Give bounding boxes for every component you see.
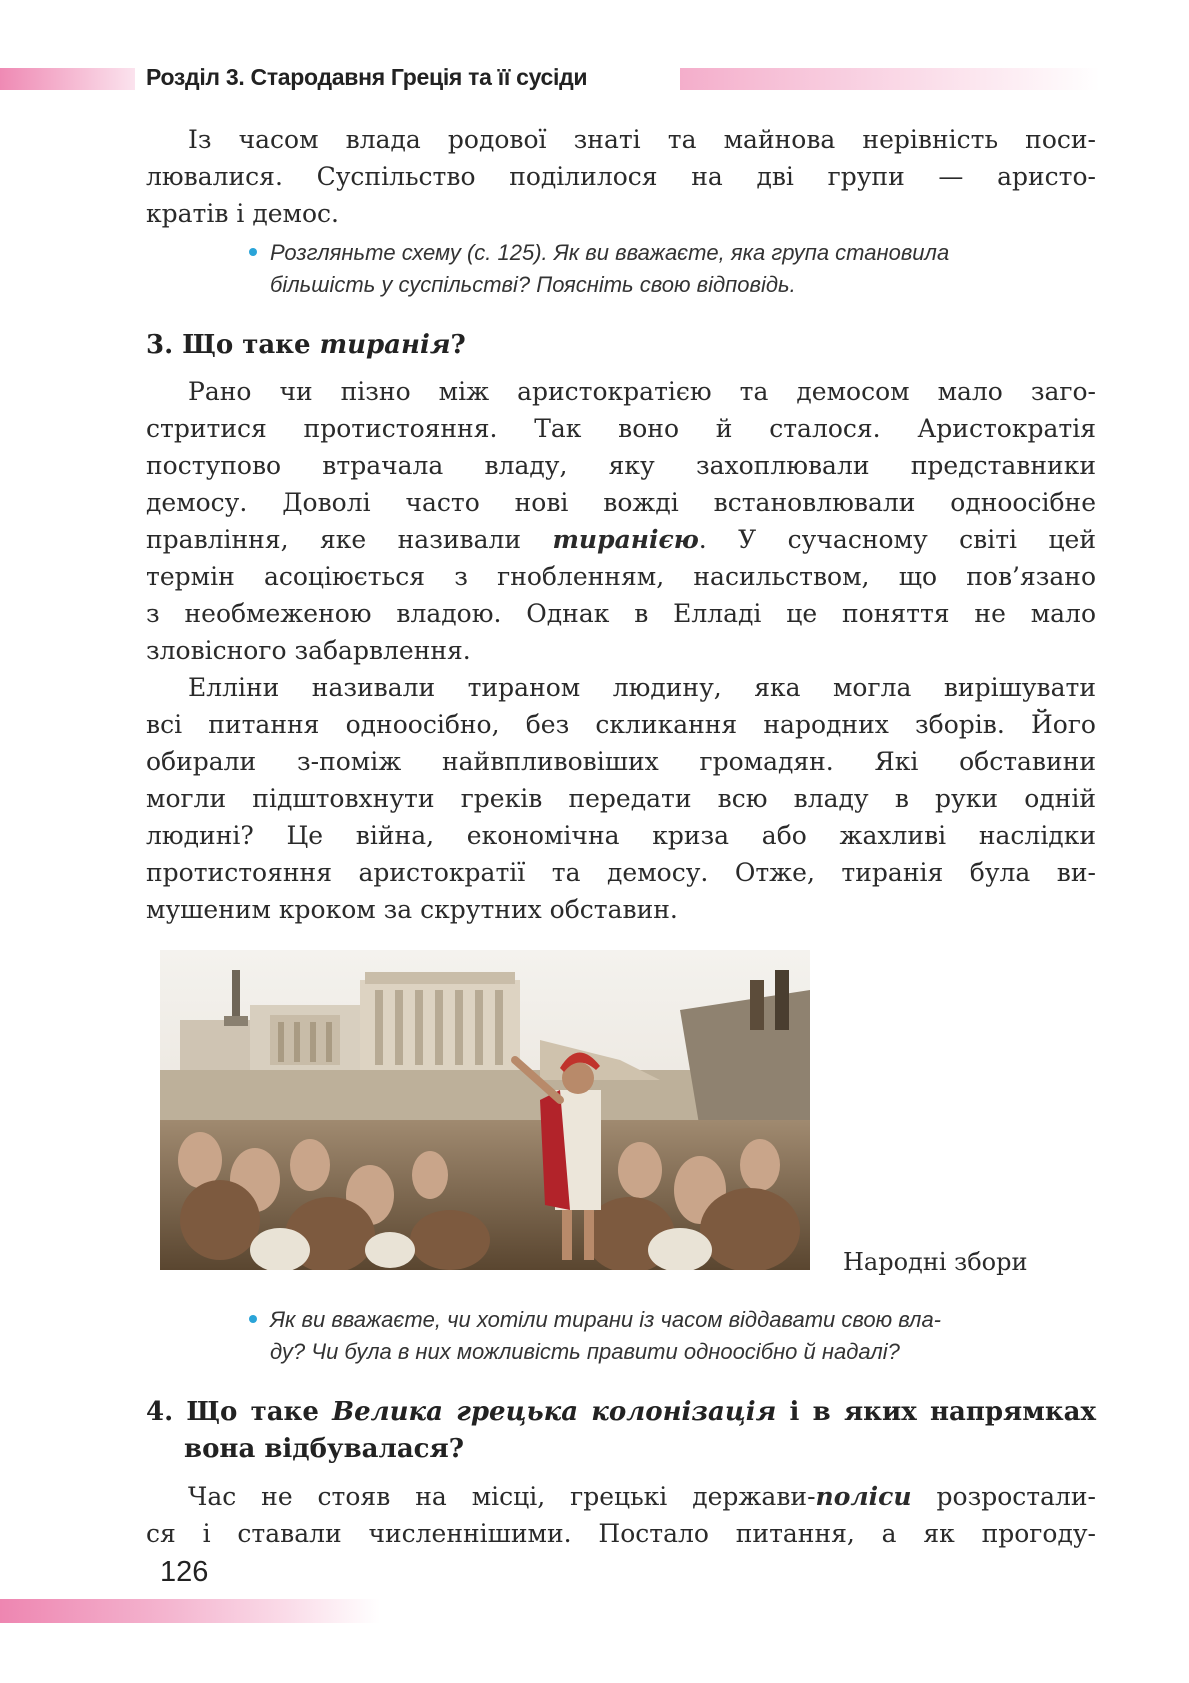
text-fragment: Час не стояв на місці, грецькі держави- <box>188 1482 816 1511</box>
section-3-paragraph-2 <box>146 669 1096 928</box>
bullet-icon <box>249 248 257 256</box>
section-3-paragraph-1 <box>146 373 1096 669</box>
text-line: всі питання одноосібно, без скликання народних зборів. Його <box>146 710 1096 739</box>
footer-band <box>0 1599 380 1623</box>
figure-caption: Народні збори <box>843 1248 1028 1276</box>
section-3-heading <box>146 330 466 360</box>
text-line: з необмеженою владою. Однак в Елладі це поняття не мало <box>146 599 1096 628</box>
text-line: кратів і демос. <box>146 199 339 228</box>
text-line: поступово втрачала владу, яку захоплювали представники <box>146 451 1096 480</box>
section-4-paragraph <box>146 1478 1096 1552</box>
header-band-right <box>680 68 1100 90</box>
task-question-2 <box>270 1304 1096 1368</box>
header-band-left <box>0 68 135 90</box>
text-line: могли підштовхнути греків передати всю владу в руки одній <box>146 784 1096 813</box>
text-line: лювалися. Суспільство поділилося на дві групи — аристо- <box>146 162 1096 191</box>
text-line: ся і ставали численнішими. Постало питання, а як прогоду- <box>146 1519 1096 1548</box>
text-line: демосу. Доволі часто нові вожді встановлювали одноосібне <box>146 488 1096 517</box>
key-term: тиранією <box>552 525 699 554</box>
key-term: поліси <box>815 1482 912 1511</box>
text-line: Із часом влада родової знаті та майнова нерівність поси- <box>188 125 1096 154</box>
text-line: стритися протистояння. Так воно й сталося. Аристократія <box>146 414 1096 443</box>
assembly-illustration <box>160 950 810 1270</box>
bullet-icon <box>249 1315 257 1323</box>
text-line: Рано чи пізно між аристократією та демосом мало заго- <box>188 377 1096 406</box>
text-line: зловісного забарвлення. <box>146 636 471 665</box>
heading-text: Що таке <box>182 330 311 360</box>
chapter-title: Розділ 3. Стародавня Греція та її сусіди <box>146 64 588 90</box>
text-line: людині? Це війна, економічна криза або жахливі наслідки <box>146 821 1096 850</box>
section-number: 3. <box>146 330 174 360</box>
text-line-with-term <box>146 1478 1096 1515</box>
heading-line <box>146 1394 1096 1431</box>
heading-text: і в яких напрямках <box>789 1397 1096 1427</box>
text-line-with-term <box>146 521 1096 558</box>
heading-term: Велика грецька колонізація <box>332 1397 777 1427</box>
text-line: протистояння аристократії та демосу. Отже, тиранія була ви- <box>146 858 1096 887</box>
task-line: більшість у суспільстві? Поясніть свою відповідь. <box>270 272 796 297</box>
task-line: Розгляньте схему (с. 125). Як ви вважаєте, яка група становила <box>270 240 950 265</box>
heading-term: тиранія <box>319 330 451 360</box>
heading-text: Що таке <box>186 1397 319 1427</box>
heading-end: ? <box>450 330 466 360</box>
assembly-painting-image <box>160 950 810 1270</box>
text-fragment: розростали- <box>936 1482 1096 1511</box>
heading-line-2: вона відбувалася? <box>184 1434 464 1464</box>
text-line: термін асоціюється з гнобленням, насильством, що пов’язано <box>146 562 1096 591</box>
text-line: Елліни називали тираном людину, яка могла вирішувати <box>188 673 1096 702</box>
task-line: Як ви вважаєте, чи хотіли тирани із часом віддавати свою вла- <box>270 1307 942 1332</box>
text-line: обирали з-поміж найвпливовіших громадян. Які обставини <box>146 747 1096 776</box>
intro-paragraph <box>146 121 1096 232</box>
text-fragment: правління, яке називали <box>146 525 522 554</box>
page-number: 126 <box>160 1556 209 1588</box>
text-line: мушеним кроком за скрутних обставин. <box>146 895 678 924</box>
section-4-heading <box>146 1394 1096 1468</box>
task-question-1 <box>270 237 1096 301</box>
section-number: 4. <box>146 1397 174 1427</box>
task-line: ду? Чи була в них можливість правити одноосібно й надалі? <box>270 1339 900 1364</box>
text-fragment: . У сучасному світі цей <box>698 525 1097 554</box>
